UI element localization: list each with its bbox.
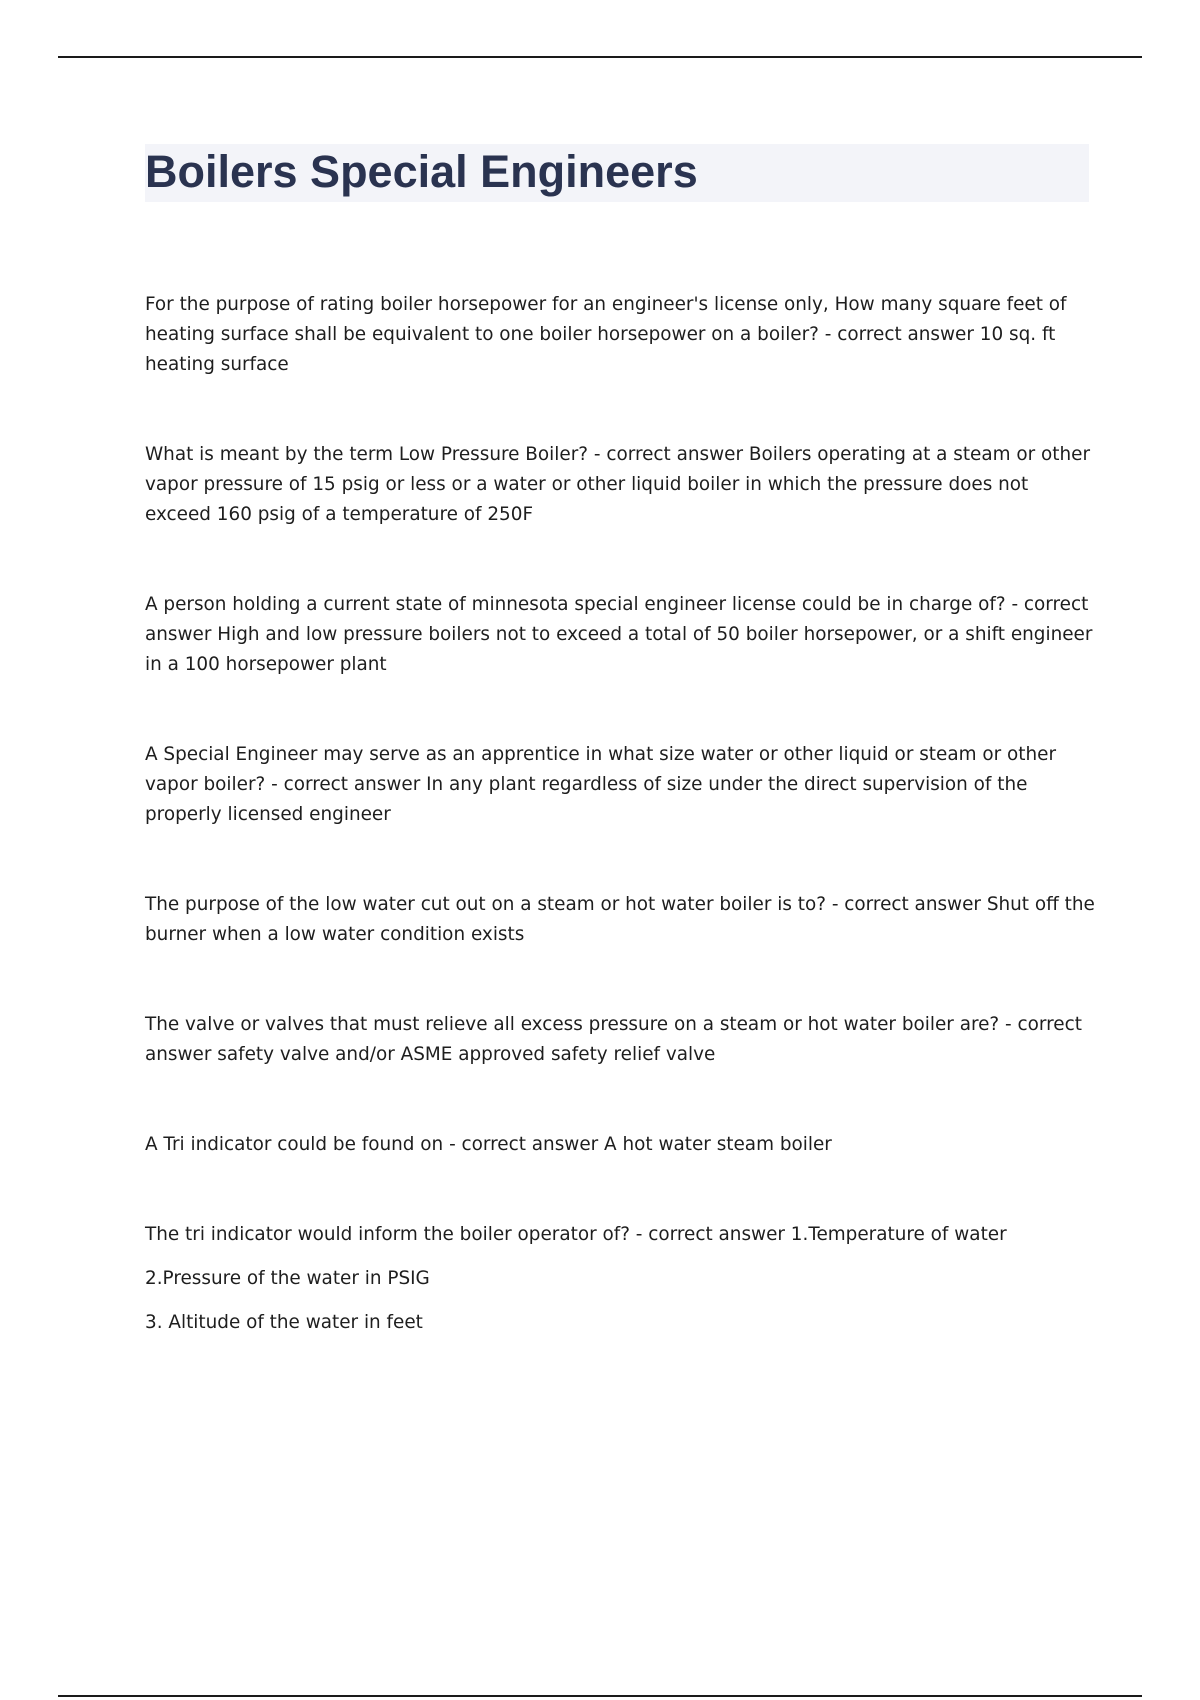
qa-list xyxy=(145,290,1095,1398)
document-title: Boilers Special Engineers xyxy=(145,146,698,197)
qa-text: A Tri indicator could be found on - correct answer A hot water steam boiler xyxy=(145,1134,832,1155)
qa-item xyxy=(145,1130,1095,1160)
qa-item xyxy=(145,740,1095,830)
qa-item xyxy=(145,590,1095,680)
qa-text: The purpose of the low water cut out on a steam or hot water boiler is to? - correct answer Shut off the burner when a low water condition exists xyxy=(145,894,1095,945)
qa-text: A Special Engineer may serve as an apprentice in what size water or other liquid or steam or other vapor boiler? - correct answer In any plant regardless of size under the direct supervision of the properly licensed engineer xyxy=(145,744,1057,825)
qa-item xyxy=(145,440,1095,530)
qa-text: For the purpose of rating boiler horsepower for an engineer's license only, How many square feet of heating surface shall be equivalent to one boiler horsepower on a boiler? - correct answer 10 sq. ft heating surface xyxy=(145,294,1067,375)
qa-item xyxy=(145,1220,1095,1338)
qa-answer-line: 3. Altitude of the water in feet xyxy=(145,1312,423,1333)
qa-item xyxy=(145,890,1095,950)
qa-text: A person holding a current state of minnesota special engineer license could be in charge of? - correct answer High and low pressure boilers not to exceed a total of 50 boiler horsepower, or a shift engineer in a 100 horsepower plant xyxy=(145,594,1093,675)
bottom-rule xyxy=(58,1695,1142,1697)
top-rule xyxy=(58,56,1142,58)
qa-answer-line: 2.Pressure of the water in PSIG xyxy=(145,1268,430,1289)
qa-item xyxy=(145,290,1095,380)
qa-text: What is meant by the term Low Pressure Boiler? - correct answer Boilers operating at a steam or other vapor pressure of 15 psig or less or a water or other liquid boiler in which the pressure does not exceed 160 psig of a temperature of 250F xyxy=(145,444,1091,525)
qa-item xyxy=(145,1010,1095,1070)
qa-text: The tri indicator would inform the boiler operator of? - correct answer 1.Temperature of water xyxy=(145,1224,1007,1245)
qa-text: The valve or valves that must relieve all excess pressure on a steam or hot water boiler are? - correct answer safety valve and/or ASME approved safety relief valve xyxy=(145,1014,1082,1065)
